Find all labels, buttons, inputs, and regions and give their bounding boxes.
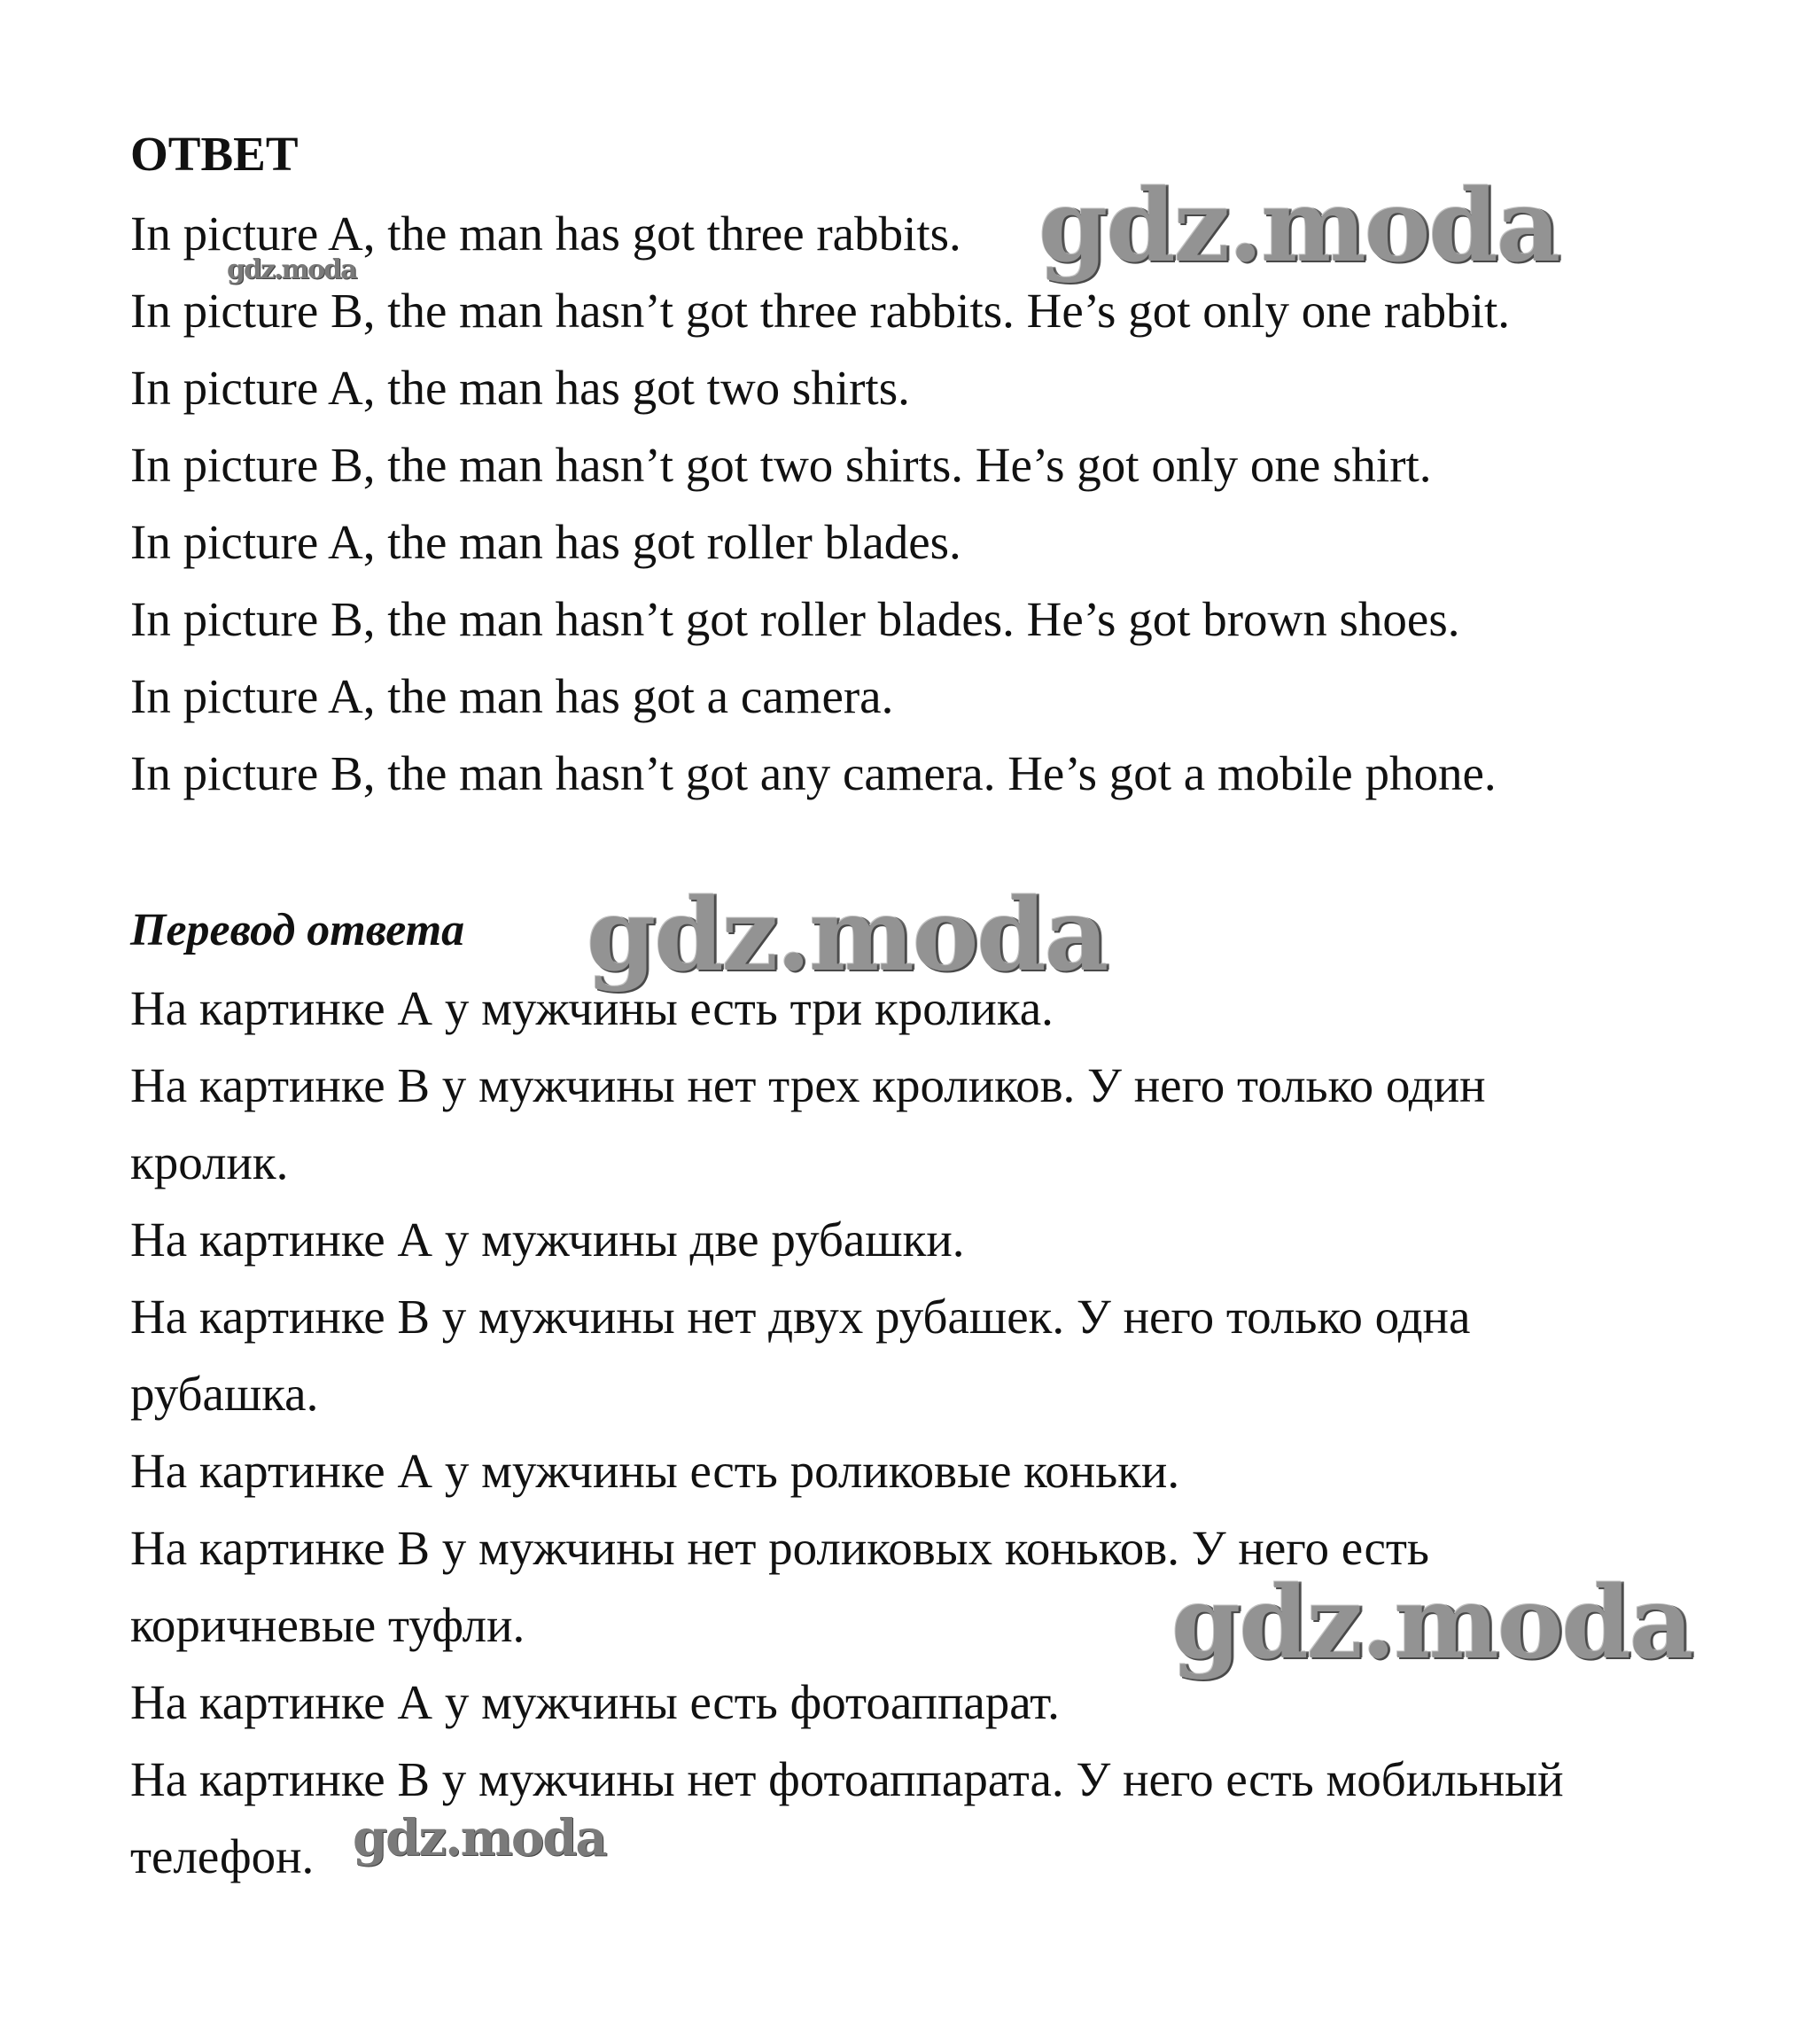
answer-line-6: In picture B, the man hasn’t got roller blades. He’s got brown shoes.: [130, 592, 1460, 646]
watermark-logo: gdz.moda: [1171, 1565, 1692, 1681]
watermark-logo: gdz.moda: [353, 1809, 606, 1867]
translation-line-3: кролик.: [130, 1135, 289, 1189]
watermark-logo: gdz.moda: [227, 254, 356, 285]
answer-line-5: In picture A, the man has got roller blades.: [130, 515, 961, 569]
watermark-logo: gdz.moda: [1038, 168, 1559, 285]
translation-line-2: На картинке В у мужчины нет трех кроликов. У него только один: [130, 1058, 1486, 1112]
translation-line-7: На картинке А у мужчины есть роликовые коньки.: [130, 1444, 1180, 1498]
translation-heading: Перевод ответа: [130, 905, 465, 955]
translation-line-1: На картинке А у мужчины есть три кролика.: [130, 981, 1054, 1035]
answer-line-2: In picture B, the man hasn’t got three rabbits. He’s got only one rabbit.: [130, 284, 1510, 338]
translation-line-5: На картинке В у мужчины нет двух рубашек. У него только одна: [130, 1290, 1471, 1344]
answer-heading: ОТВЕТ: [130, 127, 299, 181]
answer-line-1: In picture A, the man has got three rabbits.: [130, 207, 961, 261]
translation-line-4: На картинке А у мужчины две рубашки.: [130, 1212, 965, 1267]
translation-line-6: рубашка.: [130, 1367, 319, 1421]
watermark-logo: gdz.moda: [587, 877, 1108, 994]
translation-line-9: коричневые туфли.: [130, 1598, 525, 1652]
answer-line-8: In picture B, the man hasn’t got any camera. He’s got a mobile phone.: [130, 746, 1497, 800]
answer-line-4: In picture B, the man hasn’t got two shirts. He’s got only one shirt.: [130, 438, 1432, 492]
translation-line-11: На картинке В у мужчины нет фотоаппарата. У него есть мобильный: [130, 1752, 1564, 1806]
answer-line-7: In picture A, the man has got a camera.: [130, 669, 894, 723]
translation-line-8: На картинке В у мужчины нет роликовых коньков. У него есть: [130, 1521, 1430, 1575]
translation-line-12: телефон.: [130, 1829, 315, 1883]
answer-line-3: In picture A, the man has got two shirts.: [130, 361, 910, 415]
translation-line-10: На картинке А у мужчины есть фотоаппарат.: [130, 1675, 1060, 1729]
